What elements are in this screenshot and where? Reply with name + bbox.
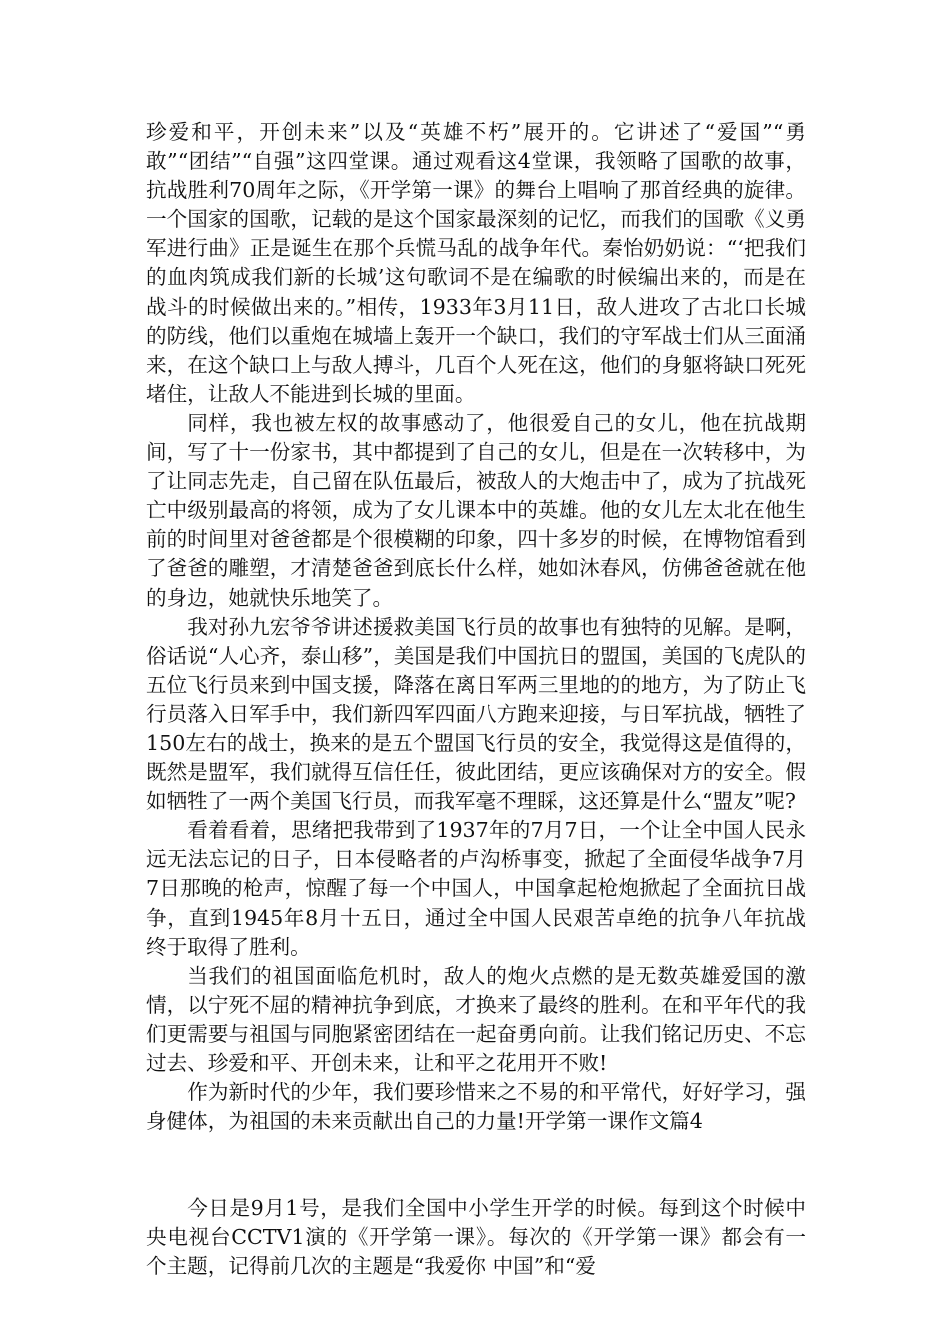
paragraph-1: 珍爱和平，开创未来”以及“英雄不朽”展开的。它讲述了“爱国”“勇敢”“团结”“自强”这四堂课。通过观看这4堂课，我领略了国歌的故事，抗战胜利70周年之际，《开学第一课》的舞台上唱响了那首经典的旋律。一个国家的国歌，记载的是这个国家最深刻的记忆，而我们的国歌《义勇军进行曲》正是诞生在那个兵慌马乱的战争年代。秦怡奶奶说：“‘把我们的血肉筑成我们新的长城’这句歌词不是在编歌的时候编出来的，而是在战斗的时候做出来的。”相传，1933年3月11日，敌人进攻了古北口长城的防线，他们以重炮在城墙上轰开一个缺口，我们的守军战士们从三面涌来，在这个缺口上与敌人搏斗，几百个人死在这，他们的身躯将缺口死死堵住，让敌人不能进到长城的里面。 <box>146 120 806 406</box>
paragraph-4: 看着看着，思绪把我带到了1937年的7月7日，一个让全中国人民永远无法忘记的日子，日本侵略者的卢沟桥事变，掀起了全面侵华战争7月7日那晚的枪声，惊醒了每一个中国人，中国拿起枪炮掀起了全面抗日战争，直到1945年8月十五日，通过全中国人民艰苦卓绝的抗争八年抗战终于取得了胜利。 <box>146 818 806 959</box>
paragraph-6: 作为新时代的少年，我们要珍惜来之不易的和平常代，好好学习，强身健体，为祖国的未来贡献出自己的力量!开学第一课作文篇4 <box>146 1080 806 1134</box>
paragraph-2: 同样，我也被左权的故事感动了，他很爱自己的女儿，他在抗战期间，写了十一份家书，其中都提到了自己的女儿，但是在一次转移中，为了让同志先走，自己留在队伍最后，被敌人的大炮击中了，成为了抗战死亡中级别最高的将领，成为了女儿课本中的英雄。他的女儿左太北在他生前的时间里对爸爸都是个很模糊的印象，四十多岁的时候，在博物馆看到了爸爸的雕塑，才清楚爸爸到底长什么样，她如沐春风，仿佛爸爸就在他的身边，她就快乐地笑了。 <box>146 410 806 610</box>
paragraph-3: 我对孙九宏爷爷讲述援救美国飞行员的故事也有独特的见解。是啊，俗话说“人心齐，泰山移”，美国是我们中国抗日的盟国，美国的飞虎队的五位飞行员来到中国支援，降落在离日军两三里地的的地方，为了防止飞行员落入日军手中，我们新四军四面八方跑来迎接，与日军抗战，牺牲了150左右的战士，换来的是五个盟国飞行员的安全，我觉得这是值得的，既然是盟军，我们就得互信任任，彼此团结，更应该确保对方的安全。假如牺牲了一两个美国飞行员，而我军毫不理睬，这还算是什么“盟友”呢? <box>146 614 806 814</box>
document-body <box>146 118 806 1282</box>
paragraph-5: 当我们的祖国面临危机时，敌人的炮火点燃的是无数英雄爱国的激情，以宁死不屈的精神抗争到底，才换来了最终的胜利。在和平年代的我们更需要与祖国与同胞紧密团结在一起奋勇向前。让我们铭记历史、不忘过去、珍爱和平、开创未来，让和平之花用开不败! <box>146 963 806 1075</box>
section-spacer <box>146 1136 806 1194</box>
paragraph-7: 今日是9月1号，是我们全国中小学生开学的时候。每到这个时候中央电视台CCTV1演的《开学第一课》。每次的《开学第一课》都会有一个主题，记得前几次的主题是“我爱你 中国”和“爱 <box>146 1196 806 1279</box>
